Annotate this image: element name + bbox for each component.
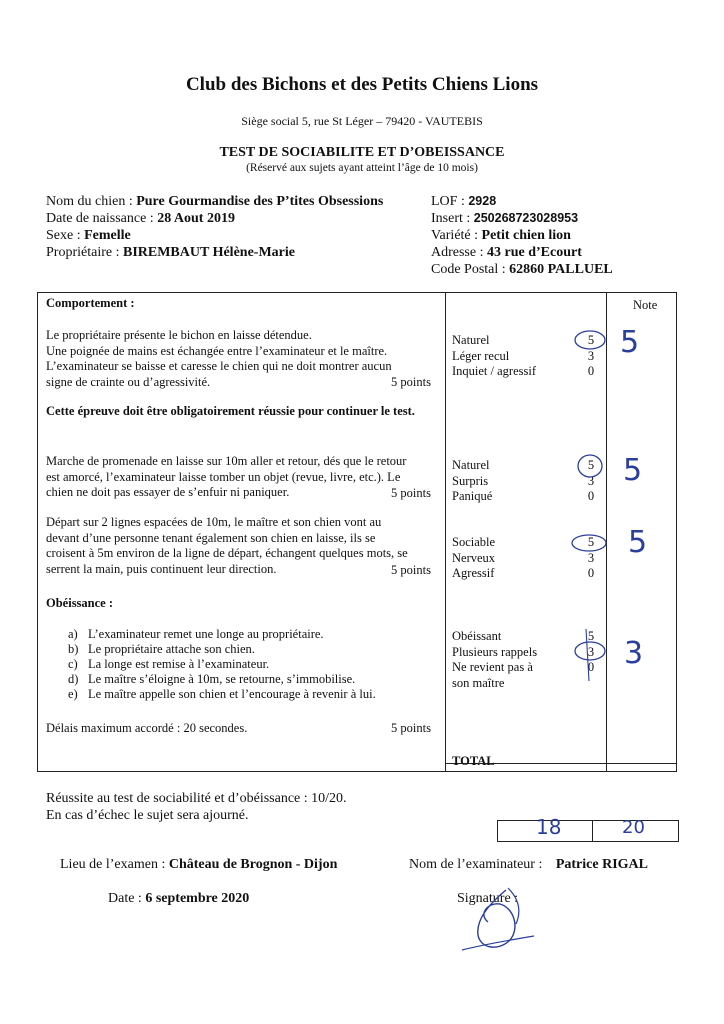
lof-label: LOF :: [431, 194, 469, 209]
handwritten-signature: [448, 880, 548, 960]
test1-line: Une poignée de mains est échangée entre l’examinateur et le maître.: [46, 343, 388, 358]
list-item: c) La longe est remise à l’examinateur.: [68, 657, 270, 671]
option-label: Obéissant: [452, 629, 502, 643]
option-label: Naturel: [452, 458, 490, 472]
selected-score-circle: [570, 452, 610, 480]
dog-name-value: Pure Gourmandise des P’tites Obsessions: [136, 194, 384, 209]
test1-line: Le propriétaire présente le bichon en laisse détendue.: [46, 328, 312, 342]
test3-options: [452, 535, 495, 582]
sex-row: [46, 227, 131, 244]
test2-description: [46, 454, 444, 501]
variety-row: [431, 227, 571, 244]
total-label: TOTAL: [452, 754, 495, 768]
score-value: 0: [587, 489, 595, 503]
list-item: d) Le maître s’éloigne à 10m, se retourne, s’immobilise.: [68, 672, 356, 686]
lof-value: 2928: [468, 194, 497, 208]
selected-score-circle: [566, 531, 612, 555]
test2-note: 5: [623, 453, 643, 488]
sex-label: Sexe :: [46, 228, 85, 243]
score-box-divider: [592, 821, 593, 841]
birth-value: 28 Aout 2019: [157, 211, 235, 226]
examinateur-value: Patrice RIGAL: [555, 857, 648, 872]
examinateur-row: [409, 857, 648, 873]
test3-description: [46, 515, 444, 577]
option-label: Inquiet / agressif: [452, 364, 537, 378]
owner-label: Propriétaire :: [46, 245, 123, 260]
dog-name-label: Nom du chien :: [46, 194, 137, 209]
obeissance-steps: [68, 627, 376, 702]
test3-note: 5: [628, 525, 648, 560]
option-label: Paniqué: [452, 489, 493, 503]
date-label: Date :: [108, 891, 146, 906]
sex-value: Femelle: [84, 228, 131, 243]
test3-line: devant d’une personne tenant également son chien en laisse, ils se: [46, 530, 376, 545]
reussite-text: Réussite au test de sociabilité et d’obéissance : 10/20.: [46, 791, 347, 806]
option-label: Surpris: [452, 473, 489, 488]
score-value: 0: [587, 660, 595, 674]
mandatory-note: Cette épreuve doit être obligatoirement réussie pour continuer le test.: [46, 404, 415, 418]
siege-address: Siège social 5, rue St Léger – 79420 - VAUTEBIS: [241, 114, 483, 128]
test1-points: 5 points: [391, 375, 431, 389]
club-title: Club des Bichons et des Petits Chiens Lions: [185, 74, 539, 95]
address-value: 43 rue d’Ecourt: [487, 245, 582, 260]
test1-note: 5: [620, 325, 640, 360]
test4-note: 3: [624, 636, 644, 671]
score-value: 3: [587, 348, 595, 363]
test2-line: chien ne doit pas essayer de s’enfuir ni paniquer.: [46, 485, 290, 499]
test1-options: [452, 333, 536, 380]
list-item: a) L’examinateur remet une longe au propriétaire.: [68, 627, 324, 641]
test2-options: [452, 458, 492, 505]
test2-points: 5 points: [391, 486, 431, 500]
lieu-label: Lieu de l’examen :: [60, 857, 169, 872]
score-value: 0: [587, 364, 595, 378]
delay-text: Délais maximum accordé : 20 secondes.: [46, 721, 248, 735]
test3-line: Départ sur 2 lignes espacées de 10m, le maître et son chien vont au: [46, 515, 382, 529]
note-header: Note: [633, 298, 658, 312]
option-label: Nerveux: [452, 550, 496, 565]
evaluation-table: [37, 292, 677, 772]
option-label: Naturel: [452, 333, 490, 347]
list-item: b) Le propriétaire attache son chien.: [68, 642, 255, 656]
option-label: son maître: [452, 675, 505, 690]
total-score-box: [497, 815, 679, 842]
test3-line: croisent à 5m environ de la ligne de départ, échangent quelques mots, se: [46, 546, 408, 560]
insert-value: 250268723028953: [473, 211, 579, 225]
test3-points: 5 points: [391, 563, 431, 577]
test1-line: L’examinateur se baisse et caresse le chien qui ne doit montrer aucun: [46, 359, 392, 373]
score-value: 0: [587, 566, 595, 580]
obeissance-title: Obéissance :: [46, 596, 114, 610]
test2-line: Marche de promenade en laisse sur 10m aller et retour, dés que le retour: [46, 454, 407, 468]
birth-label: Date de naissance :: [46, 211, 158, 226]
option-label: Léger recul: [452, 348, 510, 363]
owner-value: BIREMBAUT Hélène-Marie: [122, 245, 295, 260]
score-value: 5: [587, 458, 595, 472]
score-value: 3: [587, 473, 595, 488]
option-label: Sociable: [452, 535, 496, 549]
test1-description: [46, 328, 441, 390]
insert-row: [431, 210, 578, 227]
insert-label: Insert :: [431, 211, 474, 226]
variety-value: Petit chien lion: [481, 228, 571, 243]
variety-label: Variété :: [431, 228, 482, 243]
test4-options: [452, 629, 537, 691]
score-value: 3: [587, 550, 595, 565]
address-row: [431, 244, 582, 261]
total-max: 20: [622, 817, 645, 838]
pen-stroke: [566, 625, 606, 685]
selected-score-circle: [568, 327, 612, 353]
date-row: [108, 891, 249, 907]
signature-label: Signature :: [457, 891, 519, 906]
date-value: 6 septembre 2020: [145, 891, 250, 906]
test4-points: 5 points: [391, 721, 431, 735]
lieu-row: [60, 857, 337, 873]
option-label: Plusieurs rappels: [452, 644, 538, 659]
owner-row: [46, 244, 295, 261]
test-subtitle: (Réservé aux sujets ayant atteint l’âge de 10 mois): [246, 162, 478, 174]
test3-line: serrent la main, puis continuent leur direction.: [46, 561, 277, 576]
test2-line: est amorcé, l’examinateur laisse tomber un objet (revue, livre, etc.). Le: [46, 469, 401, 484]
score-value: 3: [587, 644, 595, 659]
postal-label: Code Postal :: [431, 262, 510, 277]
score-value: 5: [587, 629, 595, 643]
echec-text: En cas d’échec le sujet sera ajourné.: [46, 808, 249, 823]
option-label: Ne revient pas à: [452, 660, 533, 674]
test-title: TEST DE SOCIABILITE ET D’OBEISSANCE: [219, 145, 505, 160]
option-label: Agressif: [452, 566, 495, 580]
lieu-value: Château de Brognon - Dijon: [168, 857, 338, 872]
comportement-title: Comportement :: [46, 296, 135, 310]
address-label: Adresse :: [431, 245, 487, 260]
lof-row: [431, 193, 496, 210]
column-divider: [445, 293, 446, 771]
birth-row: [46, 210, 235, 227]
postal-value: 62860 PALLUEL: [509, 262, 613, 277]
score-value: 5: [587, 535, 595, 549]
postal-row: [431, 261, 613, 278]
list-item: e) Le maître appelle son chien et l’encourage à revenir à lui.: [68, 687, 376, 701]
total-score: 18: [536, 815, 562, 839]
examinateur-label: Nom de l’examinateur :: [409, 857, 546, 872]
test1-line: signe de crainte ou d’agressivité.: [46, 374, 211, 389]
dog-name-row: [46, 193, 383, 210]
score-value: 5: [587, 333, 595, 347]
